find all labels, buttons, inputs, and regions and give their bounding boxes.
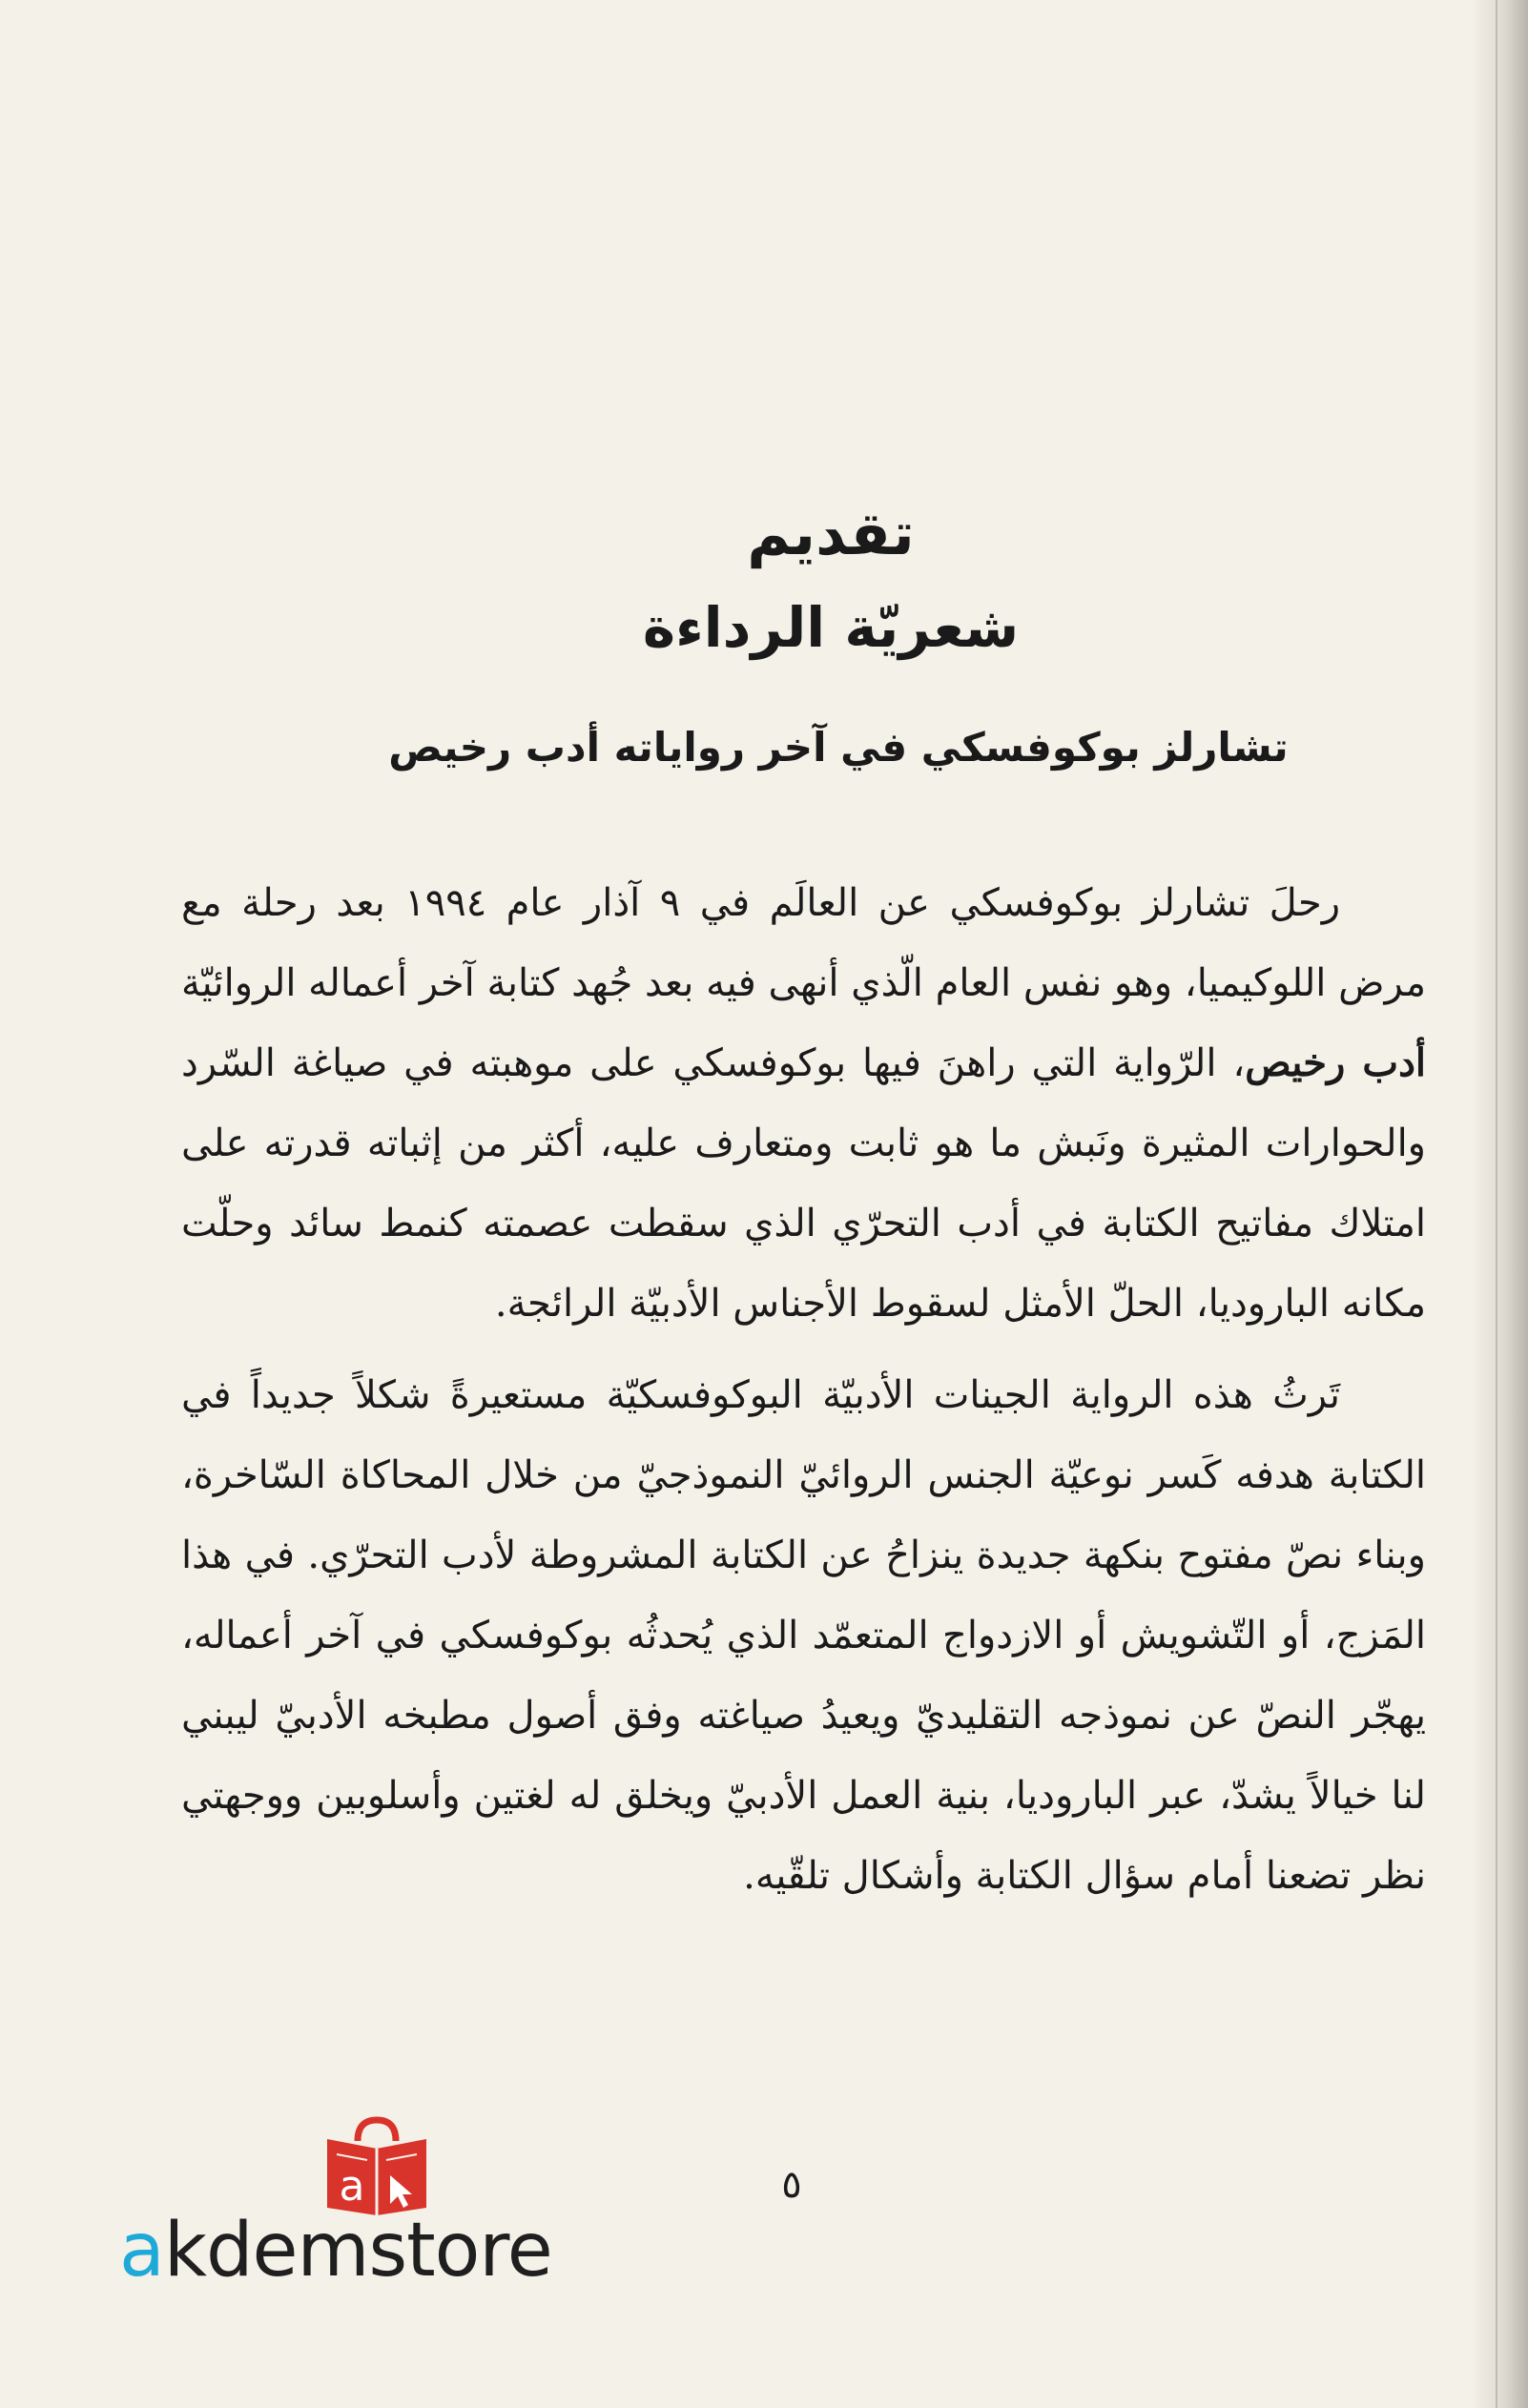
book-title-bold: أدب رخيص <box>1245 1040 1427 1085</box>
page-edge-shadow <box>1471 0 1528 2408</box>
page-edge-line <box>1496 0 1497 2408</box>
body-text <box>181 863 1426 1927</box>
paragraph-2: تَرثُ هذه الرواية الجينات الأدبيّة البوكوفسكيّة مستعيرةً شكلاً جديداً في الكتابة هدفه كَسر نوعيّة الجنس الروائيّ النموذجيّ من خلال المحاكاة السّاخرة، وبناء نصّ مفتوح بنكهة جديدة ينزاحُ عن الكتابة المشروطة لأدب التحرّي. في هذا المَزج، أو التّشويش أو الازدواج المتعمّد الذي يُحدثُه بوكوفسكي في آخر أعماله، يهجّر النصّ عن نموذجه التقليديّ ويعيدُ صياغته وفق أصول مطبخه الأدبيّ ليبني لنا خيالاً يشدّ، عبر الباروديا، بنية العمل الأدبيّ ويخلق له لغتين وأسلوبين ووجهتي نظر تضعنا أمام سؤال الكتابة وأشكال تلقّيه. <box>181 1373 1426 1898</box>
akdemstore-logo <box>119 2112 634 2294</box>
logo-letter: a <box>339 2162 365 2211</box>
chapter-tagline: تشارلز بوكوفسكي في آخر رواياته أدب رخيص <box>388 724 1289 771</box>
paragraph-1-part-2: ، الرّواية التي راهنَ فيها بوكوفسكي على موهبته في صياغة السّرد والحوارات المثيرة ونَبش ما هو ثابت ومتعارف عليه، أكثر من إثباته قدرته على امتلاك مفاتيح الكتابة في أدب التحرّي الذي سقطت عصمته كنمط سائد وحلّت مكانه الباروديا، الحلّ الأمثل لسقوط الأجناس الأدبيّة الرائجة. <box>181 1041 1426 1326</box>
chapter-heading <box>0 496 1528 776</box>
logo-wordmark <box>119 2208 552 2294</box>
logo-wordmark-accent: a <box>119 2208 164 2294</box>
logo-wordmark-rest: kdemstore <box>163 2208 552 2294</box>
paragraph-1-part-1: رحلَ تشارلز بوكوفسكي عن العالَم في ٩ آذار عام ١٩٩٤ بعد رحلة مع مرض اللوكيميا، وهو نفس العام الّذي أنهى فيه بعد جُهد كتابة آخر أعماله الروائيّة <box>181 881 1426 1005</box>
book-cart-icon <box>320 2112 434 2217</box>
chapter-title: تقديم <box>747 499 915 568</box>
paragraph-1 <box>181 863 1426 1344</box>
chapter-subtitle: شعريّة الرداءة <box>642 595 1020 660</box>
page-number: ٥ <box>781 2163 802 2207</box>
